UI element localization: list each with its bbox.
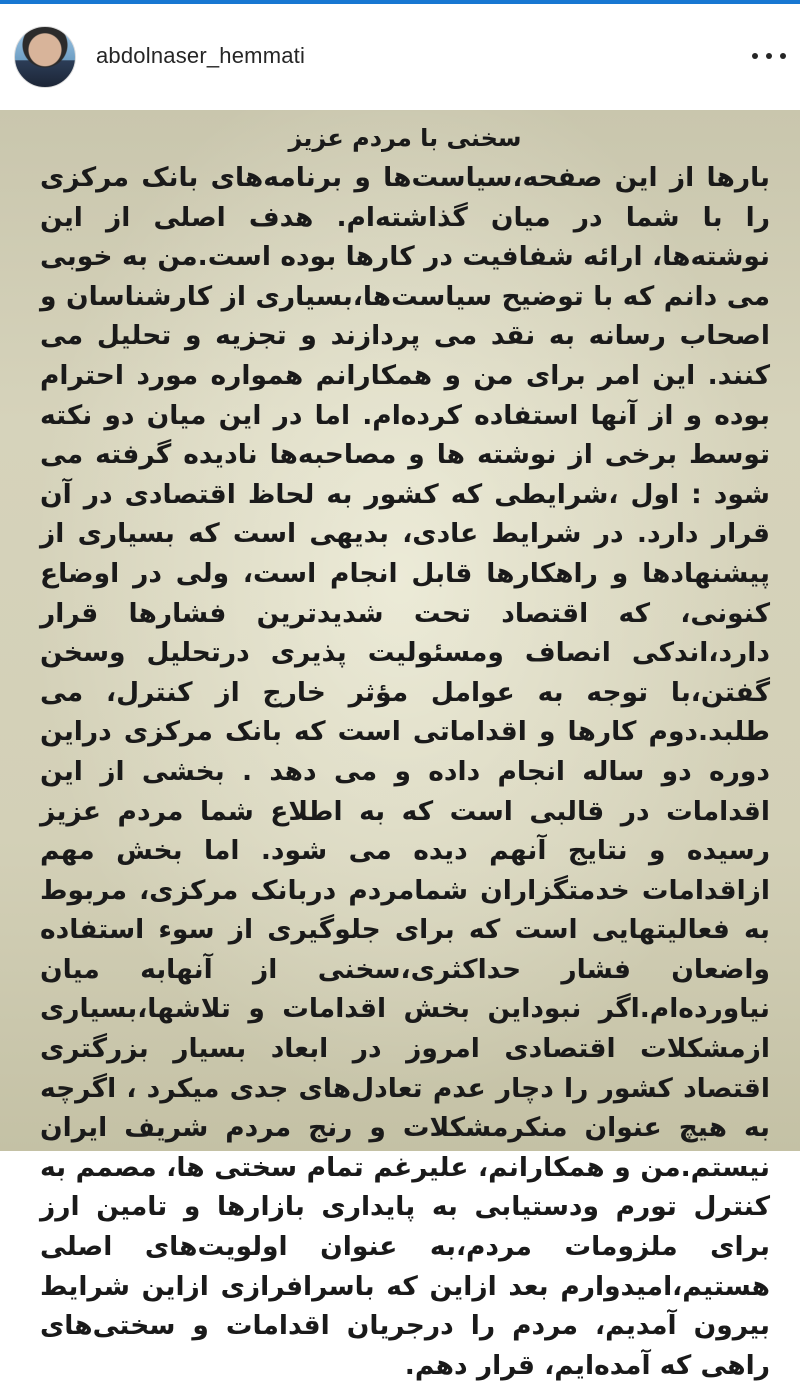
avatar[interactable] <box>14 26 76 88</box>
post-title: سخنی با مردم عزیز <box>288 124 522 152</box>
post-header <box>0 4 800 110</box>
dot-icon <box>752 53 758 59</box>
dot-icon <box>766 53 772 59</box>
post-body: بارها از این صفحه،سیاست‌ها و برنامه‌های بانک مرکزی را با شما در میان گذاشته‌ام. هدف اصلی از این نوشته‌ها، ارائه شفافیت در کارها بوده است.من به خوبی می دانم که با توضیح سیاست‌ها،بسیاری از کارشناسان و اصحاب رسانه به نقد می پردازند و تجزیه و تحلیل می کنند. این امر برای من و همکارانم همواره مورد احترام بوده و از آنها استفاده کرده‌ام. اما در این میان دو نکته توسط برخی از نوشته ها و مصاحبه‌ها نادیده گرفته می شود : اول ،شرایطی که کشور به لحاظ اقتصادی در آن قرار دارد. در شرایط عادی، بدیهی است که بسیاری از پیشنهادها و راهکارها قابل انجام است، ولی در اوضاع کنونی، که اقتصاد تحت شدیدترین فشارها قرار دارد،اندکی انصاف ومسئولیت پذیری درتحلیل وسخن گفتن،با توجه به عوامل مؤثر خارج از کنترل، می طلبد.دوم کارها و اقداماتی است که بانک مرکزی دراین دوره دو ساله انجام داده و می دهد . بخشی از این اقدامات در قالبی است که به اطلاع شما مردم عزیز رسیده و نتایج آنهم دیده می شود. اما بخش مهم ازاقدامات خدمتگزاران شمامردم دربانک مرکزی، مربوط به فعالیتهایی است که برای جلوگیری از سوء استفاده واضعان فشار حداکثری،سخنی از آنهابه میان نیاورده‌ام.اگر نبوداین بخش اقدامات و تلاشها،بسیاری ازمشکلات اقتصادی امروز در ابعاد بسیار بزرگتری اقتصاد کشور را دچار عدم تعادل‌های جدی میکرد ، اگرچه به هیچ عنوان منکرمشکلات و رنج مردم شریف ایران نیستم.من و همکارانم، علیرغم تمام سختی ها، مصمم به کنترل تورم ودستیابی به پایداری بازارها و تامین ارز برای ملزومات مردم،به عنوان اولویت‌های اصلی هستیم،امیدوارم بعد ازاین که باسرافرازی ازاین شرایط بیرون آمدیم، مردم را درجریان اقدامات و سختی‌های راهی که آمده‌ایم، قرار دهم. <box>40 162 770 1381</box>
post-image[interactable] <box>0 110 800 1381</box>
dot-icon <box>780 53 786 59</box>
post-text-block <box>40 120 770 1385</box>
username-link[interactable]: abdolnaser_hemmati <box>96 43 306 68</box>
more-options-icon[interactable] <box>752 46 786 66</box>
